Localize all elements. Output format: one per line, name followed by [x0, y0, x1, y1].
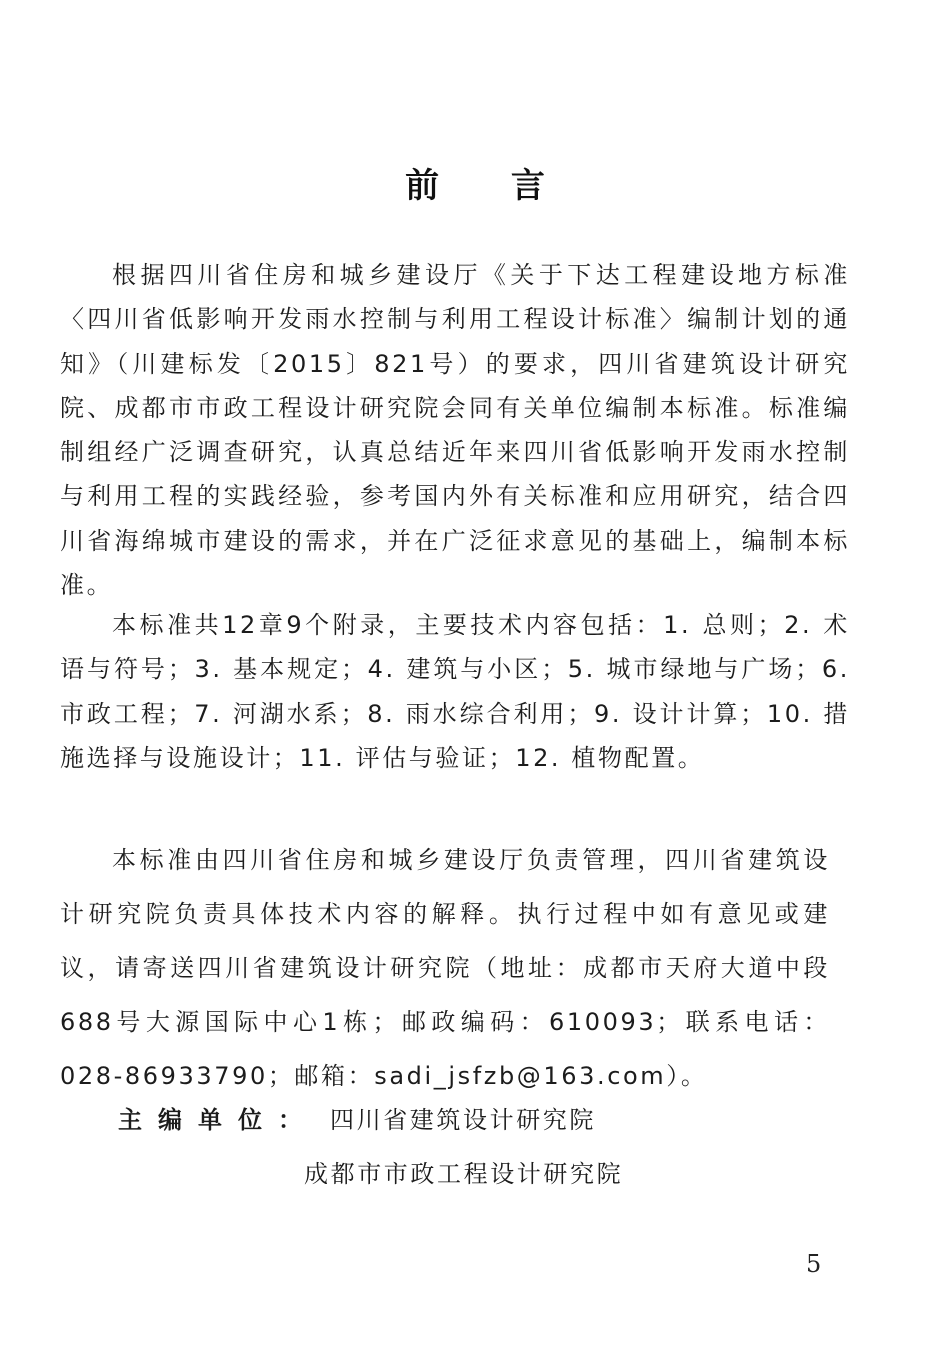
chief-editor-label: 主编单位： [118, 1106, 318, 1134]
page-title: 前 言 [405, 166, 575, 206]
paragraph-background: 根据四川省住房和城乡建设厅《关于下达工程建设地方标准〈四川省低影响开发雨水控制与利用工程设计标准〉编制计划的通知》（川建标发〔2015〕821号）的要求，四川省建筑设计研究院、成都市市政工程设计研究院会同有关单位编制本标准。标准编制组经广泛调查研究，认真总结近年来四川省低影响开发雨水控制与利用工程的实践经验，参考国内外有关标准和应用研究，结合四川省海绵城市建设的需求，并在广泛征求意见的基础上，编制本标准。 [60, 261, 850, 600]
chief-editor-row [118, 1098, 596, 1142]
chief-editor-unit-2: 成都市市政工程设计研究院 [304, 1160, 624, 1188]
chief-editor-unit-1: 四川省建筑设计研究院 [330, 1106, 596, 1134]
paragraph-contents: 本标准共12章9个附录，主要技术内容包括：1. 总则；2. 术语与符号；3. 基本规定；4. 建筑与小区；5. 城市绿地与广场；6. 市政工程；7. 河湖水系；8. 雨水综合利用；9. 设计计算；10. 措施选择与设施设计；11. 评估与验证；12. 植物配置。 [60, 611, 850, 772]
paragraph-management: 本标准由四川省住房和城乡建设厅负责管理，四川省建筑设计研究院负责具体技术内容的解释。执行过程中如有意见或建议，请寄送四川省建筑设计研究院（地址：成都市天府大道中段688号大源国际中心1栋；邮政编码：610093；联系电话：028-86933790；邮箱：sadi_jsfzb@163.com）。 [60, 846, 830, 1090]
page-number: 5 [806, 1250, 822, 1278]
